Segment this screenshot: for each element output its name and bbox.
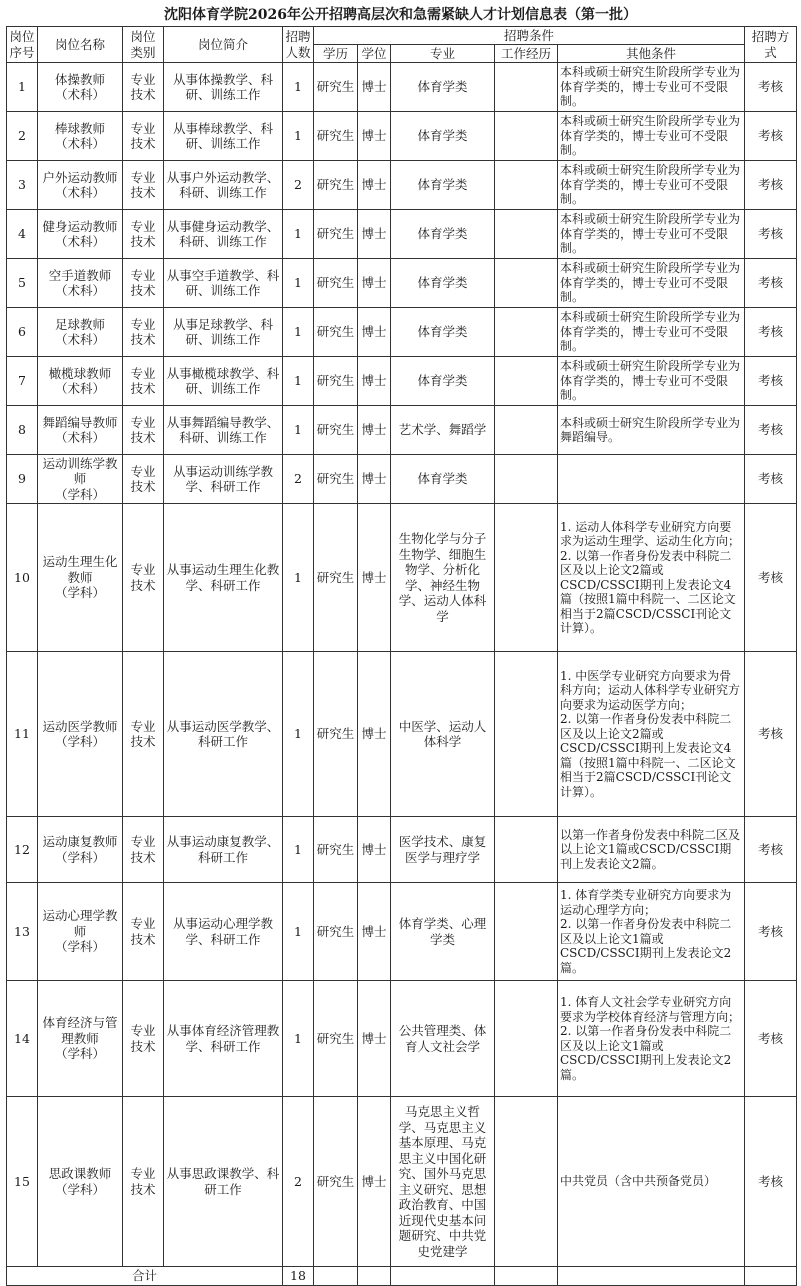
header-name: 岗位名称 [38, 27, 123, 63]
cell-category: 专业 技术 [123, 210, 164, 259]
cell-intro: 从事体育经济管理教学、科研工作 [164, 981, 283, 1097]
cell-other: 本科或硕士研究生阶段所学专业为体育学类的，博士专业可不受限制。 [558, 112, 745, 161]
cell-seq: 11 [7, 652, 38, 817]
cell-method: 考核 [745, 357, 797, 406]
cell-count: 1 [283, 652, 314, 817]
cell-experience [495, 504, 558, 652]
cell-degree: 博士 [358, 161, 391, 210]
cell-category: 专业 技术 [123, 981, 164, 1097]
cell-name: 运动医学教师 （学科） [38, 652, 123, 817]
header-category: 岗位类别 [123, 27, 164, 63]
cell-degree: 博士 [358, 455, 391, 504]
cell-name: 户外运动教师 （术科） [38, 161, 123, 210]
cell-method: 考核 [745, 308, 797, 357]
table-row [7, 259, 797, 308]
cell-category: 专业 技术 [123, 406, 164, 455]
total-label: 合计 [7, 1267, 283, 1286]
cell-seq: 10 [7, 504, 38, 652]
cell-seq: 6 [7, 308, 38, 357]
cell-method: 考核 [745, 504, 797, 652]
table-row [7, 161, 797, 210]
cell-experience [495, 210, 558, 259]
cell-education: 研究生 [314, 1097, 358, 1267]
cell-education: 研究生 [314, 161, 358, 210]
cell-other: 以第一作者身份发表中科院二区及以上论文1篇或CSCD/CSSCI期刊上发表论文2篇。 [558, 817, 745, 883]
cell-major: 体育学类 [391, 210, 495, 259]
cell-major: 体育学类 [391, 63, 495, 112]
table-row [7, 308, 797, 357]
cell-education: 研究生 [314, 357, 358, 406]
cell-degree: 博士 [358, 504, 391, 652]
cell-intro: 从事棒球教学、科研、训练工作 [164, 112, 283, 161]
cell-other: 本科或硕士研究生阶段所学专业为体育学类的，博士专业可不受限制。 [558, 357, 745, 406]
table-row [7, 652, 797, 817]
cell-experience [495, 406, 558, 455]
header-degree: 学位 [358, 45, 391, 63]
cell-degree: 博士 [358, 63, 391, 112]
table-row [7, 504, 797, 652]
cell-name: 舞蹈编导教师 （术科） [38, 406, 123, 455]
cell-method: 考核 [745, 652, 797, 817]
cell-education: 研究生 [314, 652, 358, 817]
cell-major: 艺术学、舞蹈学 [391, 406, 495, 455]
cell-other: 1. 体育人文社会学专业研究方向要求为学校体育经济与管理方向； 2. 以第一作者身份发表中科院二区及以上论文1篇或CSCD/CSSCI期刊上发表论文2篇。 [558, 981, 745, 1097]
cell-category: 专业 技术 [123, 504, 164, 652]
table-row [7, 63, 797, 112]
cell-major: 体育学类 [391, 161, 495, 210]
cell-degree: 博士 [358, 259, 391, 308]
cell-name: 运动康复教师 （学科） [38, 817, 123, 883]
cell-intro: 从事橄榄球教学、科研、训练工作 [164, 357, 283, 406]
cell-major: 体育学类 [391, 112, 495, 161]
cell-major: 体育学类 [391, 308, 495, 357]
cell-method: 考核 [745, 406, 797, 455]
header-conditions: 招聘条件 [314, 27, 745, 45]
header-major: 专业 [391, 45, 495, 63]
cell-category: 专业 技术 [123, 63, 164, 112]
cell-other: 1. 运动人体科学专业研究方向要求为运动生理学、运动生化方向； 2. 以第一作者身份发表中科院二区及以上论文2篇或CSCD/CSSCI期刊上发表论文4篇（按照1篇中科院一、二区论文相当于2篇CSCD/CSSCI刊论文计算）。 [558, 504, 745, 652]
cell-count: 2 [283, 161, 314, 210]
cell-experience [495, 1097, 558, 1267]
cell-count: 1 [283, 210, 314, 259]
cell-method: 考核 [745, 1097, 797, 1267]
cell-other: 本科或硕士研究生阶段所学专业为体育学类的，博士专业可不受限制。 [558, 161, 745, 210]
cell-intro: 从事空手道教学、科研、训练工作 [164, 259, 283, 308]
cell-seq: 7 [7, 357, 38, 406]
cell-category: 专业 技术 [123, 455, 164, 504]
cell-seq: 1 [7, 63, 38, 112]
cell-experience [495, 63, 558, 112]
cell-count: 1 [283, 259, 314, 308]
header-other: 其他条件 [558, 45, 745, 63]
header-method: 招聘方式 [745, 27, 797, 63]
cell-seq: 4 [7, 210, 38, 259]
table-row [7, 406, 797, 455]
cell-method: 考核 [745, 63, 797, 112]
cell-method: 考核 [745, 883, 797, 981]
cell-count: 1 [283, 406, 314, 455]
cell-degree: 博士 [358, 981, 391, 1097]
table-row [7, 455, 797, 504]
cell-experience [495, 981, 558, 1097]
header-experience: 工作经历 [495, 45, 558, 63]
cell-category: 专业 技术 [123, 652, 164, 817]
cell-degree: 博士 [358, 210, 391, 259]
cell-count: 1 [283, 981, 314, 1097]
table-row [7, 357, 797, 406]
cell-category: 专业 技术 [123, 357, 164, 406]
cell-intro: 从事运动康复教学、科研工作 [164, 817, 283, 883]
cell-experience [495, 817, 558, 883]
cell-name: 运动心理学教师 （学科） [38, 883, 123, 981]
cell-degree: 博士 [358, 883, 391, 981]
cell-category: 专业 技术 [123, 883, 164, 981]
cell-count: 1 [283, 817, 314, 883]
cell-method: 考核 [745, 112, 797, 161]
cell-degree: 博士 [358, 112, 391, 161]
cell-seq: 2 [7, 112, 38, 161]
cell-other: 本科或硕士研究生阶段所学专业为体育学类的，博士专业可不受限制。 [558, 63, 745, 112]
recruitment-table [6, 26, 797, 1286]
cell-seq: 13 [7, 883, 38, 981]
cell-education: 研究生 [314, 259, 358, 308]
cell-category: 专业 技术 [123, 308, 164, 357]
cell-method: 考核 [745, 455, 797, 504]
header-count: 招聘人数 [283, 27, 314, 63]
cell-count: 1 [283, 63, 314, 112]
cell-experience [495, 455, 558, 504]
cell-other: 本科或硕士研究生阶段所学专业为体育学类的，博士专业可不受限制。 [558, 210, 745, 259]
cell-intro: 从事运动生理生化教学、科研工作 [164, 504, 283, 652]
cell-name: 棒球教师 （术科） [38, 112, 123, 161]
cell-experience [495, 112, 558, 161]
cell-seq: 8 [7, 406, 38, 455]
cell-count: 2 [283, 1097, 314, 1267]
cell-count: 2 [283, 455, 314, 504]
cell-count: 1 [283, 883, 314, 981]
cell-name: 体操教师 （术科） [38, 63, 123, 112]
cell-category: 专业 技术 [123, 1097, 164, 1267]
cell-major: 中医学、运动人体科学 [391, 652, 495, 817]
cell-category: 专业 技术 [123, 817, 164, 883]
table-row [7, 981, 797, 1097]
cell-major: 体育学类 [391, 455, 495, 504]
cell-seq: 5 [7, 259, 38, 308]
cell-name: 橄榄球教师 （术科） [38, 357, 123, 406]
cell-other: 中共党员（含中共预备党员） [558, 1097, 745, 1267]
cell-name: 思政课教师 （学科） [38, 1097, 123, 1267]
cell-method: 考核 [745, 161, 797, 210]
cell-education: 研究生 [314, 981, 358, 1097]
cell-degree: 博士 [358, 308, 391, 357]
cell-intro: 从事体操教学、科研、训练工作 [164, 63, 283, 112]
cell-education: 研究生 [314, 455, 358, 504]
cell-count: 1 [283, 308, 314, 357]
cell-education: 研究生 [314, 883, 358, 981]
table-row [7, 883, 797, 981]
cell-name: 健身运动教师 （术科） [38, 210, 123, 259]
cell-count: 1 [283, 504, 314, 652]
cell-other: 1. 中医学专业研究方向要求为骨科方向；运动人体科学专业研究方向要求为运动医学方向； 2. 以第一作者身份发表中科院二区及以上论文2篇或CSCD/CSSCI期刊上发表论文4篇（按照1篇中科院一、二区论文相当于2篇CSCD/CSSCI刊论文计算）。 [558, 652, 745, 817]
table-body [7, 63, 797, 1267]
cell-other: 本科或硕士研究生阶段所学专业为体育学类的，博士专业可不受限制。 [558, 308, 745, 357]
cell-major: 生物化学与分子生物学、细胞生物学、分析化学、神经生物学、运动人体科学 [391, 504, 495, 652]
cell-degree: 博士 [358, 357, 391, 406]
cell-experience [495, 883, 558, 981]
cell-intro: 从事运动医学教学、科研工作 [164, 652, 283, 817]
cell-name: 运动生理生化教师 （学科） [38, 504, 123, 652]
cell-other: 本科或硕士研究生阶段所学专业为体育学类的，博士专业可不受限制。 [558, 259, 745, 308]
cell-name: 体育经济与管理教师 （学科） [38, 981, 123, 1097]
cell-method: 考核 [745, 259, 797, 308]
cell-intro: 从事舞蹈编导教学、科研、训练工作 [164, 406, 283, 455]
table-row [7, 817, 797, 883]
cell-major: 医学技术、康复医学与理疗学 [391, 817, 495, 883]
cell-degree: 博士 [358, 406, 391, 455]
cell-major: 马克思主义哲学、马克思主义基本原理、马克思主义中国化研究、国外马克思主义研究、思想政治教育、中国近现代史基本问题研究、中共党史党建学 [391, 1097, 495, 1267]
cell-count: 1 [283, 112, 314, 161]
cell-education: 研究生 [314, 406, 358, 455]
cell-other [558, 455, 745, 504]
cell-education: 研究生 [314, 210, 358, 259]
cell-major: 体育学类、心理学类 [391, 883, 495, 981]
table-row [7, 210, 797, 259]
cell-intro: 从事运动训练学教学、科研工作 [164, 455, 283, 504]
page-title: 沈阳体育学院2026年公开招聘高层次和急需紧缺人才计划信息表（第一批） [164, 7, 637, 23]
cell-degree: 博士 [358, 817, 391, 883]
cell-education: 研究生 [314, 308, 358, 357]
cell-intro: 从事思政课教学、科研工作 [164, 1097, 283, 1267]
cell-intro: 从事运动心理学教学、科研工作 [164, 883, 283, 981]
cell-count: 1 [283, 357, 314, 406]
cell-major: 体育学类 [391, 259, 495, 308]
cell-major: 公共管理类、体育人文社会学 [391, 981, 495, 1097]
cell-education: 研究生 [314, 63, 358, 112]
cell-name: 空手道教师 （术科） [38, 259, 123, 308]
cell-intro: 从事户外运动教学、科研、训练工作 [164, 161, 283, 210]
cell-seq: 12 [7, 817, 38, 883]
total-count: 18 [283, 1267, 314, 1286]
header-intro: 岗位简介 [164, 27, 283, 63]
table-row [7, 1097, 797, 1267]
cell-name: 足球教师 （术科） [38, 308, 123, 357]
cell-seq: 9 [7, 455, 38, 504]
cell-experience [495, 259, 558, 308]
cell-intro: 从事足球教学、科研、训练工作 [164, 308, 283, 357]
cell-seq: 3 [7, 161, 38, 210]
header-seq: 岗位序号 [7, 27, 38, 63]
cell-degree: 博士 [358, 652, 391, 817]
cell-experience [495, 308, 558, 357]
cell-other: 本科或硕士研究生阶段所学专业为舞蹈编导。 [558, 406, 745, 455]
cell-major: 体育学类 [391, 357, 495, 406]
cell-method: 考核 [745, 817, 797, 883]
cell-category: 专业 技术 [123, 112, 164, 161]
cell-method: 考核 [745, 210, 797, 259]
cell-seq: 14 [7, 981, 38, 1097]
cell-education: 研究生 [314, 504, 358, 652]
cell-category: 专业 技术 [123, 161, 164, 210]
cell-education: 研究生 [314, 112, 358, 161]
cell-degree: 博士 [358, 1097, 391, 1267]
cell-method: 考核 [745, 981, 797, 1097]
table-row [7, 112, 797, 161]
cell-education: 研究生 [314, 817, 358, 883]
cell-name: 运动训练学教师 （学科） [38, 455, 123, 504]
cell-seq: 15 [7, 1097, 38, 1267]
cell-experience [495, 161, 558, 210]
cell-intro: 从事健身运动教学、科研、训练工作 [164, 210, 283, 259]
header-education: 学历 [314, 45, 358, 63]
cell-other: 1. 体育学类专业研究方向要求为运动心理学方向； 2. 以第一作者身份发表中科院二区及以上论文1篇或CSCD/CSSCI期刊上发表论文2篇。 [558, 883, 745, 981]
cell-experience [495, 357, 558, 406]
cell-category: 专业 技术 [123, 259, 164, 308]
cell-experience [495, 652, 558, 817]
